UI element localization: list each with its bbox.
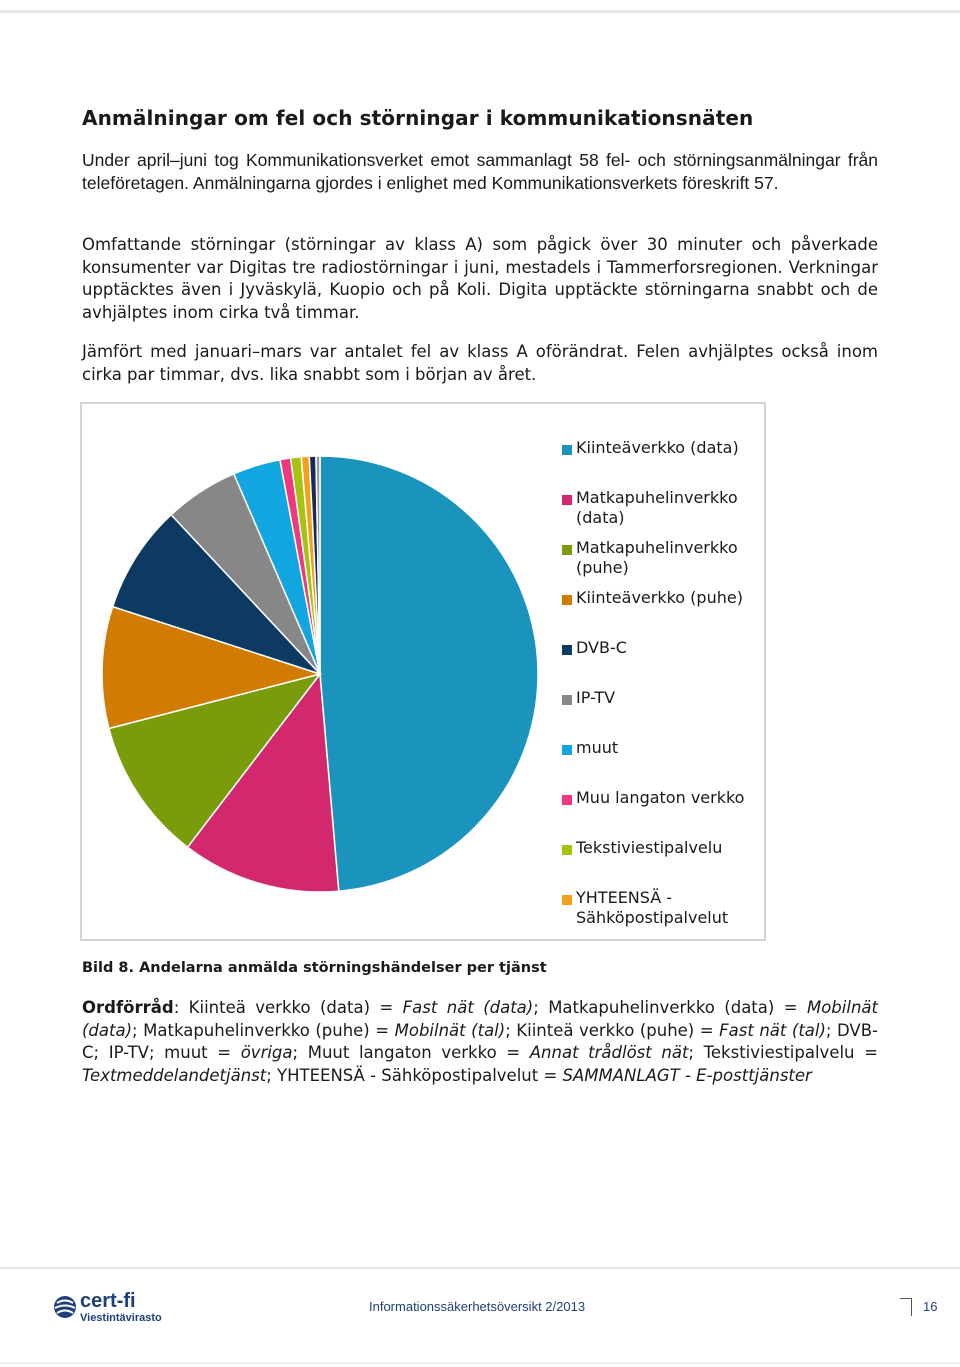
footer-title: Informationssäkerhetsöversikt 2/2013 [369,1299,586,1314]
vocabulary-term: ; Kiinteä verkko (puhe) = [505,1020,720,1040]
page-number: 16 [923,1299,938,1314]
paragraph-reports: Under april–juni tog Kommunikationsverket emot sammanlagt 58 fel- och störningsanmälningar från teleföretagen. Anmälningarna gjordes i enlighet med Kommunikationsverkets föreskrift 57. [82,150,878,193]
legend-swatch [562,645,572,655]
vocabulary-label: Ordförråd [82,998,174,1017]
vocabulary-term: ; Tekstiviestipalvelu = [688,1043,878,1062]
vocabulary-term: ; Matkapuhelinverkko (data) = [533,998,807,1017]
vocabulary-term: ; Matkapuhelinverkko (puhe) = [132,1020,395,1040]
footer-separator [911,1298,912,1316]
vocabulary-term: ; YHTEENSÄ - Sähköpostipalvelut = [266,1065,563,1085]
footer-bottom-rule [0,1362,960,1364]
logo-text: cert-fi [80,1290,136,1312]
vocabulary-translation: Textmeddelandetjänst [82,1065,267,1085]
legend-swatch [562,745,572,755]
vocabulary-translation: övriga [240,1043,293,1062]
legend-label: Muu langaton verkko [576,788,745,807]
legend-swatch [562,545,572,555]
legend-swatch [562,795,572,805]
legend-label: Tekstiviestipalvelu [576,838,723,857]
top-rule [0,10,960,13]
legend-label: YHTEENSÄ - Sähköpostipalvelut [576,888,729,927]
legend-swatch [562,695,572,705]
vocabulary-term: ; DVB-C; IP-TV; muut = [82,1020,878,1062]
legend-label: muut [576,738,619,757]
vocabulary-term: : Kiinteä verkko (data) = [173,998,403,1017]
paragraph-class-a: Omfattande störningar (störningar av klass A) som pågick över 30 minuter och påverkade konsumenter var Digitas tre radiostörningar i juni, mestadels i Tammerforsregionen. Verkningar upptäcktes även i Jyväskylä, Kuopio och på Koli. Digita upptäckte störningarna snabbt och de avhjälptes inom cirka två timmar. [82,235,878,322]
pie-chart [80,402,766,941]
vocabulary-translation: SAMMANLAGT - E-posttjänster [562,1065,812,1085]
cert-fi-logo [52,1292,192,1332]
legend-label: Kiinteäverkko (data) [576,438,739,457]
vocabulary-translation: Mobilnät (data) [82,998,878,1040]
vocabulary-translation: Fast nät (data) [402,998,534,1017]
paragraph-comparison: Jämfört med januari–mars var antalet fel av klass A oförändrat. Felen avhjälptes också inom cirka par timmar, dvs. lika snabbt som i början av året. [82,342,878,384]
vocabulary-translation: Mobilnät (tal) [394,1020,506,1040]
pie-chart-plot [82,404,552,939]
vocabulary-translation: Annat trådlöst nät [529,1043,689,1062]
pie-slice-1 [320,456,538,891]
logo-subtext: Viestintävirasto [80,1312,162,1324]
legend-swatch [562,595,572,605]
vocabulary-translation: Fast nät (tal) [719,1020,826,1040]
figure-caption: Bild 8. Andelarna anmälda störningshändelser per tjänst [82,960,547,976]
legend-swatch [562,845,572,855]
legend-label: DVB-C [576,638,627,657]
legend-label: Kiinteäverkko (puhe) [576,588,743,607]
legend-swatch [562,895,572,905]
footer-separator-tick [900,1298,911,1299]
vocabulary-term: ; Muut langaton verkko = [292,1043,530,1062]
globe-icon [52,1294,78,1324]
vocabulary-paragraph [82,997,878,1087]
legend-swatch [562,495,572,505]
footer-rule [0,1267,960,1269]
legend-label: Matkapuhelinverkko (puhe) [576,538,738,577]
legend-label: IP-TV [576,688,616,707]
section-heading: Anmälningar om fel och störningar i kommunikationsnäten [82,106,754,130]
legend-label: Matkapuhelinverkko (data) [576,488,738,527]
legend-swatch [562,445,572,455]
